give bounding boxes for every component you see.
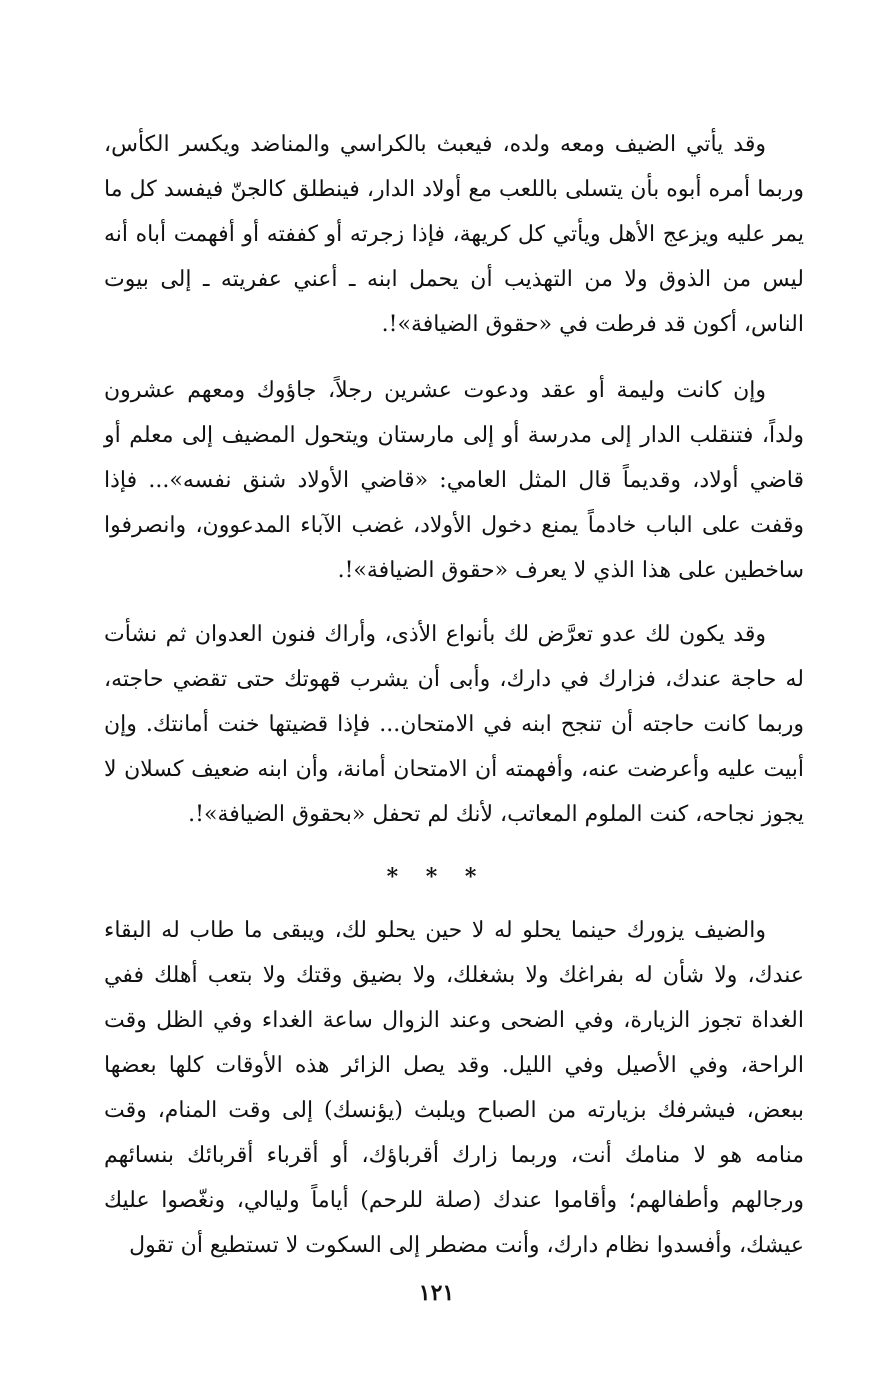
page-number: ١٢١ xyxy=(418,1280,455,1306)
paragraph-1: وقد يأتي الضيف ومعه ولده، فيعبث بالكراسي والمناضد ويكسر الكأس، وربما أمره أبوه بأن يتسلى باللعب مع أولاد الدار، فينطلق كالجنّ فيفسد كل ما يمر عليه ويزعج الأهل ويأتي كل كريهة، فإذا زجرته أو كففته أو أفهمت أباه أنه ليس من الذوق ولا من التهذيب أن يحمل ابنه ـ أعني عفريته ـ إلى بيوت الناس، أكون قد فرطت في «حقوق الضيافة»!. xyxy=(104,132,804,337)
paragraph-3: وقد يكون لك عدو تعرَّض لك بأنواع الأذى، وأراك فنون العدوان ثم نشأت له حاجة عندك، فزارك في دارك، وأبى أن يشرب قهوتك حتى تقضي حاجته، وربما كانت حاجته أن تنجح ابنه في الامتحان... فإذا قضيتها خنت أمانتك. وإن أبيت عليه وأعرضت عنه، وأفهمته أن الامتحان أمانة، وأن ابنه ضعيف كسلان لا يجوز نجاحه، كنت الملوم المعاتب، لأنك لم تحفل «بحقوق الضيافة»!. xyxy=(104,622,804,827)
paragraph-4: والضيف يزورك حينما يحلو له لا حين يحلو لك، ويبقى ما طاب له البقاء عندك، ولا شأن له بفراغك ولا بشغلك، ولا بضيق وقتك ولا بتعب أهلك ففي الغداة تجوز الزيارة، وفي الضحى وعند الزوال ساعة الغداء وفي الظل وقت الراحة، وفي الأصيل وفي الليل. وقد يصل الزائر هذه الأوقات كلها بعضها ببعض، فيشرفك بزيارته من الصباح ويلبث (يؤنسك) إلى وقت المنام، وقت منامه هو لا منامك أنت، وربما زارك أقرباؤك، أو أقرباء أقربائك بنسائهم ورجالهم وأطفالهم؛ وأقاموا عندك (صلة للرحم) أياماً وليالي، ونغّصوا عليك عيشك، وأفسدوا نظام دارك، وأنت مضطر إلى السكوت لا تستطيع أن تقول xyxy=(104,918,804,1258)
paragraph-2: وإن كانت وليمة أو عقد ودعوت عشرين رجلاً، جاؤوك ومعهم عشرون ولداً، فتنقلب الدار إلى مدرسة أو إلى مارستان ويتحول المضيف إلى معلم أو قاضي أولاد، وقديماً قال المثل العامي: «قاضي الأولاد شنق نفسه»... فإذا وقفت على الباب خادماً يمنع دخول الأولاد، غضب الآباء المدعوون، وانصرفوا ساخطين على هذا الذي لا يعرف «حقوق الضيافة»!. xyxy=(104,378,804,583)
section-separator: * * * xyxy=(386,864,487,890)
